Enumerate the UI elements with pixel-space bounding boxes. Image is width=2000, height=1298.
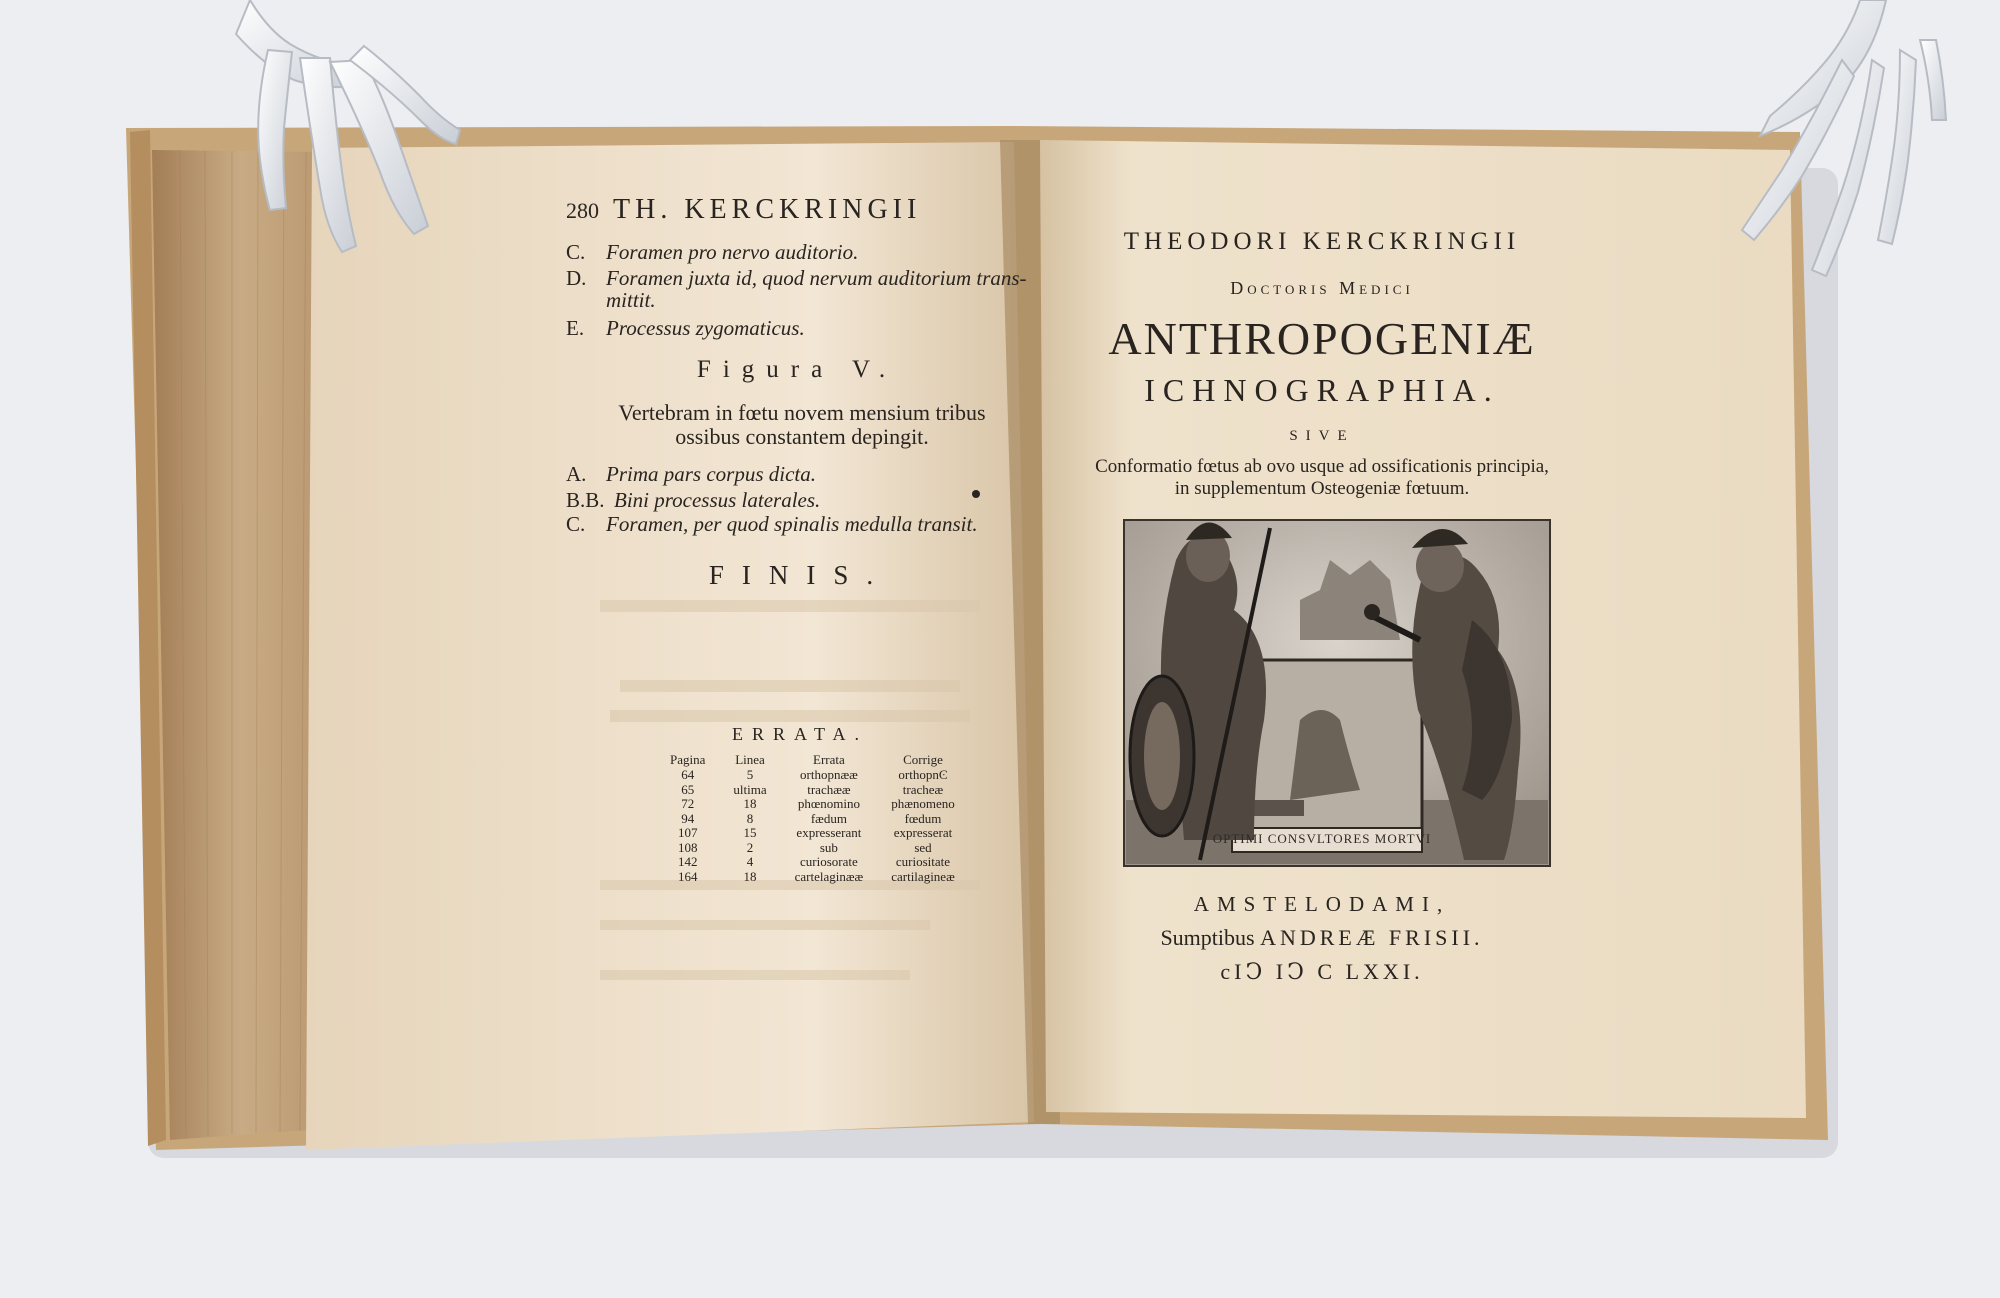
errata-cell: 4 <box>746 854 754 869</box>
running-head <box>566 194 921 226</box>
errata-cell: 8 <box>746 810 754 826</box>
errata-cell: 5 <box>746 767 754 782</box>
errata-cell: phænomeno <box>891 796 955 811</box>
errata-cell: 18 <box>743 796 757 811</box>
errata-row <box>656 797 969 812</box>
errata-cell: curiositate <box>895 854 951 869</box>
author-degree: Doctoris Medici <box>1230 278 1414 298</box>
errata-cell: curiosorate <box>800 854 858 869</box>
errata-cell: 18 <box>743 868 757 884</box>
errata-cell: trachææ <box>807 781 851 797</box>
errata-cell: 72 <box>681 796 695 811</box>
running-head-title: TH. KERCKRINGII <box>613 194 922 225</box>
figure-title: Figura V. <box>696 356 898 383</box>
errata-title: ERRATA. <box>731 724 869 744</box>
errata-cell: 94 <box>681 810 695 826</box>
page-number: 280 <box>566 198 599 223</box>
finis-heading: FINIS. <box>708 560 892 590</box>
legend-item-d: D. Foramen juxta id, quod nervum auditorium trans- <box>566 266 1027 290</box>
engraving-motto: OPTIMI CONSVLTORES MORTVI <box>1212 831 1432 846</box>
title-line-1: ANTHROPOGENIÆ <box>1108 313 1536 364</box>
legend-item-c2: C. Foramen, per quod spinalis medulla transit. <box>566 512 978 536</box>
errata-cell: ultima <box>733 781 767 797</box>
errata-row <box>656 855 969 870</box>
errata-cell: fædum <box>810 810 847 826</box>
title-line-2: ICHNOGRAPHIA. <box>1144 372 1500 408</box>
errata-cell: expresserat <box>893 825 953 840</box>
errata-cell: expresserant <box>796 825 862 840</box>
legend-item-a: A. Prima pars corpus dicta. <box>566 462 816 486</box>
errata-row <box>656 870 969 885</box>
errata-row <box>656 841 969 856</box>
errata-cell: 142 <box>677 854 698 869</box>
errata-cell: phœnomino <box>797 796 860 811</box>
errata-cell: orthopnææ <box>800 767 858 782</box>
errata-row <box>656 812 969 827</box>
author-name: THEODORI KERCKRINGII <box>1123 228 1521 255</box>
errata-col-corrige: Corrige <box>903 752 943 767</box>
errata-cell: sed <box>914 839 932 855</box>
errata-cell: 65 <box>681 781 695 797</box>
errata-cell: 15 <box>743 825 757 840</box>
errata-cell: orthopnϾ <box>898 767 948 782</box>
legend-item-d-continued: mittit. <box>606 288 656 312</box>
imprint-place: AMSTELODAMI, <box>1193 892 1451 916</box>
subtitle-line-2: in supplementum Osteogeniæ fœtuum. <box>1174 478 1470 499</box>
errata-cell: cartelaginææ <box>794 868 864 884</box>
errata-col-errata: Errata <box>813 752 845 767</box>
imprint-year: cIↃ IↃ C LXXI. <box>1220 959 1424 984</box>
errata-col-pagina: Pagina <box>670 752 706 767</box>
errata-cell: 64 <box>681 767 695 782</box>
errata-cell: 107 <box>677 825 698 840</box>
subtitle-line-1: Conformatio fœtus ab ovo usque ad ossificationis principia, <box>1095 456 1549 477</box>
legend-item-bb: B.B. Bini processus laterales. <box>566 488 821 512</box>
errata-cell: 164 <box>677 868 698 884</box>
figure-description-line-2: ossibus constantem depingit. <box>675 424 929 449</box>
figure-description-line-1: Vertebram in fœtu novem mensium tribus <box>618 400 986 425</box>
errata-cell: 108 <box>677 839 698 855</box>
errata-cell: tracheæ <box>902 781 944 797</box>
errata-header-row <box>656 752 969 768</box>
sive: SIVE <box>1289 428 1355 444</box>
errata-row <box>656 826 969 841</box>
errata-cell: sub <box>819 839 838 855</box>
legend-item-e: E. Processus zygomaticus. <box>566 316 805 340</box>
errata-cell: fœdum <box>904 810 942 826</box>
errata-row <box>656 783 969 798</box>
errata-cell: 2 <box>746 839 754 855</box>
imprint-publisher-prefix: Sumptibus <box>1160 925 1255 950</box>
errata-row <box>656 768 969 783</box>
imprint-publisher-name: ANDREÆ FRISII. <box>1260 925 1484 950</box>
errata-table <box>656 752 969 884</box>
legend-item-c: C. Foramen pro nervo auditorio. <box>566 240 859 264</box>
imprint-publisher <box>1160 925 1483 951</box>
errata-col-linea: Linea <box>735 752 765 767</box>
errata-cell: cartilagineæ <box>891 868 955 884</box>
